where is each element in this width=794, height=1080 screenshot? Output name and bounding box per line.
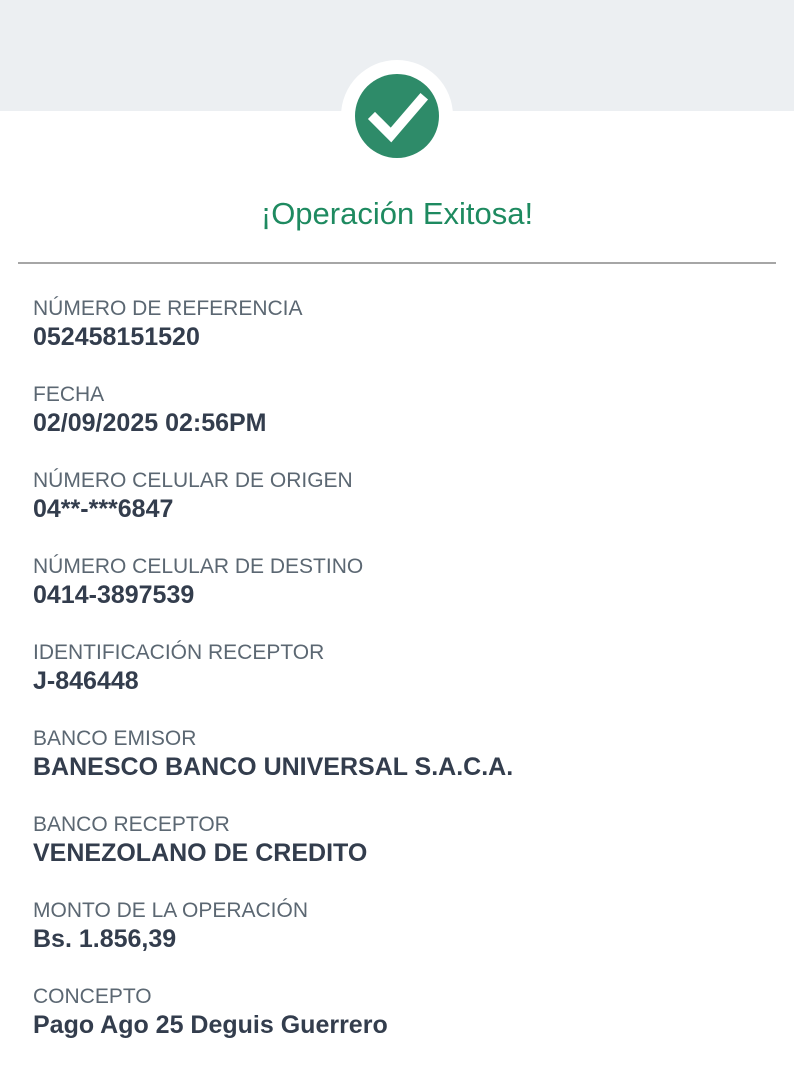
receipt-field <box>33 554 761 611</box>
field-label: NÚMERO CELULAR DE ORIGEN <box>33 469 353 492</box>
field-label: NÚMERO CELULAR DE DESTINO <box>33 555 364 578</box>
field-value: 04**-***6847 <box>33 495 174 523</box>
field-value: 052458151520 <box>33 323 200 351</box>
success-icon-holder <box>341 60 453 172</box>
field-value: BANESCO BANCO UNIVERSAL S.A.C.A. <box>33 753 514 781</box>
field-label: FECHA <box>33 383 105 406</box>
receipt-field <box>33 726 761 783</box>
receipt-field <box>33 640 761 697</box>
field-value: VENEZOLANO DE CREDITO <box>33 839 368 867</box>
field-label: MONTO DE LA OPERACIÓN <box>33 899 308 922</box>
receipt-field <box>33 898 761 955</box>
field-label: NÚMERO DE REFERENCIA <box>33 297 303 320</box>
fields-list <box>0 264 794 1041</box>
field-label: BANCO EMISOR <box>33 727 197 750</box>
field-value: Pago Ago 25 Deguis Guerrero <box>33 1011 388 1039</box>
receipt-field <box>33 296 761 353</box>
field-label: BANCO RECEPTOR <box>33 813 230 836</box>
receipt-field <box>33 468 761 525</box>
field-label: IDENTIFICACIÓN RECEPTOR <box>33 641 325 664</box>
receipt-field <box>33 812 761 869</box>
success-check-icon <box>341 60 453 172</box>
field-value: J-846448 <box>33 667 139 695</box>
page-title: ¡Operación Exitosa! <box>260 196 534 231</box>
receipt-field <box>33 984 761 1041</box>
receipt-field <box>33 382 761 439</box>
field-value: 02/09/2025 02:56PM <box>33 409 267 437</box>
field-value: Bs. 1.856,39 <box>33 925 177 953</box>
field-value: 0414-3897539 <box>33 581 195 609</box>
field-label: CONCEPTO <box>33 985 152 1008</box>
